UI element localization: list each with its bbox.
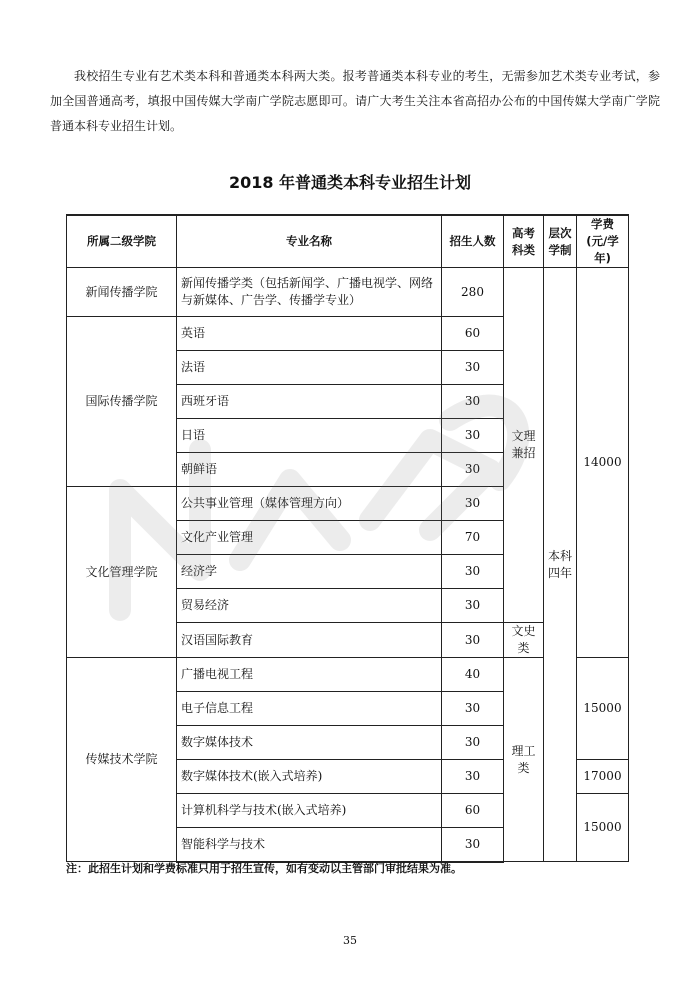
count-cell: 30 — [442, 385, 504, 419]
header-college: 所属二级学院 — [67, 215, 177, 268]
count-cell: 40 — [442, 658, 504, 692]
major-cell: 经济学 — [177, 555, 442, 589]
fee-cell: 15000 — [577, 658, 629, 760]
count-cell: 280 — [442, 268, 504, 317]
count-cell: 30 — [442, 692, 504, 726]
major-cell: 公共事业管理（媒体管理方向） — [177, 487, 442, 521]
major-cell: 法语 — [177, 351, 442, 385]
major-cell: 文化产业管理 — [177, 521, 442, 555]
major-cell: 朝鲜语 — [177, 453, 442, 487]
fee-cell: 17000 — [577, 760, 629, 794]
count-cell: 30 — [442, 726, 504, 760]
count-cell: 60 — [442, 317, 504, 351]
category-cell: 文理兼招 — [504, 268, 544, 623]
count-cell: 30 — [442, 487, 504, 521]
header-count: 招生人数 — [442, 215, 504, 268]
footnote: 注：此招生计划和学费标准只用于招生宣传，如有变动以主管部门审批结果为准。 — [66, 862, 462, 875]
college-cell: 国际传播学院 — [67, 317, 177, 487]
major-cell: 计算机科学与技术(嵌入式培养) — [177, 794, 442, 828]
header-fee: 学费(元/学年) — [577, 215, 629, 268]
major-cell: 贸易经济 — [177, 589, 442, 623]
college-cell: 传媒技术学院 — [67, 658, 177, 862]
major-cell: 智能科学与技术 — [177, 828, 442, 862]
count-cell: 30 — [442, 623, 504, 658]
page-number: 35 — [343, 934, 357, 947]
major-cell: 新闻传播学类（包括新闻学、广播电视学、网络与新媒体、广告学、传播学专业） — [177, 268, 442, 317]
major-cell: 英语 — [177, 317, 442, 351]
fee-cell: 14000 — [577, 268, 629, 658]
college-cell: 文化管理学院 — [67, 487, 177, 658]
count-cell: 30 — [442, 419, 504, 453]
category-cell: 理工类 — [504, 658, 544, 862]
major-cell: 数字媒体技术(嵌入式培养) — [177, 760, 442, 794]
count-cell: 60 — [442, 794, 504, 828]
fee-cell: 15000 — [577, 794, 629, 862]
header-category: 高考科类 — [504, 215, 544, 268]
count-cell: 30 — [442, 453, 504, 487]
major-cell: 电子信息工程 — [177, 692, 442, 726]
count-cell: 30 — [442, 555, 504, 589]
major-cell: 数字媒体技术 — [177, 726, 442, 760]
major-cell: 汉语国际教育 — [177, 623, 442, 658]
count-cell: 30 — [442, 351, 504, 385]
major-cell: 广播电视工程 — [177, 658, 442, 692]
level-cell: 本科四年 — [544, 268, 577, 862]
major-cell: 西班牙语 — [177, 385, 442, 419]
enrollment-plan-table — [66, 214, 629, 863]
college-cell: 新闻传播学院 — [67, 268, 177, 317]
major-cell: 日语 — [177, 419, 442, 453]
intro-paragraph: 我校招生专业有艺术类本科和普通类本科两大类。报考普通类本科专业的考生，无需参加艺术类专业考试，参加全国普通高考，填报中国传媒大学南广学院志愿即可。请广大考生关注本省高招办公布的中国传媒大学南广学院普通本科专业招生计划。 — [50, 69, 660, 133]
count-cell: 30 — [442, 760, 504, 794]
count-cell: 30 — [442, 589, 504, 623]
table-row — [67, 268, 629, 317]
table-header-row — [67, 215, 629, 268]
count-cell: 30 — [442, 828, 504, 862]
count-cell: 70 — [442, 521, 504, 555]
table-title: 2018 年普通类本科专业招生计划 — [228, 173, 472, 192]
category-cell: 文史类 — [504, 623, 544, 658]
header-major: 专业名称 — [177, 215, 442, 268]
header-level: 层次学制 — [544, 215, 577, 268]
